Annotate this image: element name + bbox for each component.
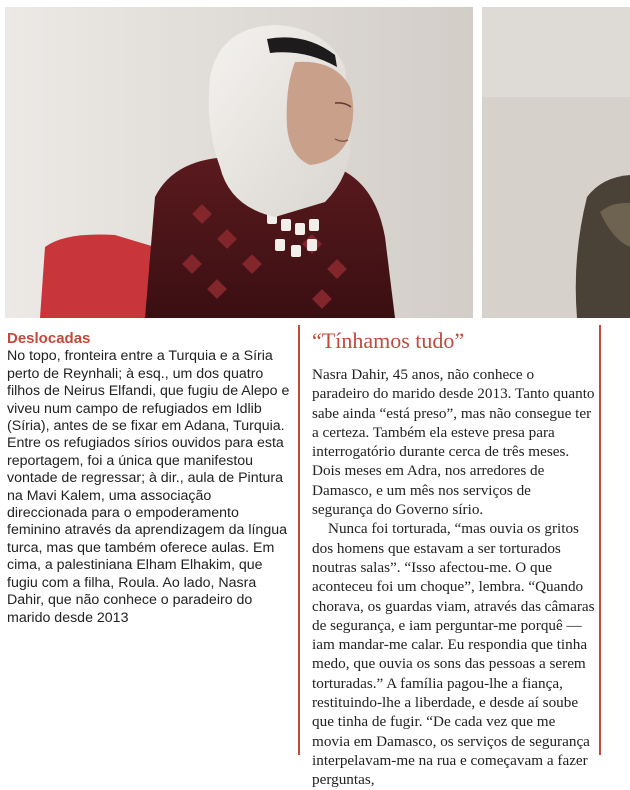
photo-caption	[7, 330, 292, 627]
article-title: “Tínhamos tudo”	[312, 328, 465, 353]
main-photo	[5, 7, 473, 318]
caption-body: No topo, fronteira entre a Turquia e a Síria perto de Reynhali; à esq., um dos quatro filhos de Neirus Elfandi, que fugiu de Alepo e viveu num campo de refugiados em Idlib (Síria), antes de se fixar em Adana, Turquia. Entre os refugiados sírios ouvidos para esta reportagem, foi a única que manifestou vontade de regressar; à dir., aula de Pintura na Mavi Kalem, uma associação direccionada para o empoderamento feminino através da aprendizagem da língua turca, mas que também oferece aulas. Em cima, a palestiniana Elham Elhakim, que fugiu com a filha, Roula. Ao lado, Nasra Dahir, que não conhece o paradeiro do marido desde 2013	[7, 348, 290, 626]
caption-heading: Deslocadas	[7, 330, 91, 347]
side-photo	[482, 7, 630, 318]
article-sidebar	[298, 325, 601, 789]
partial-person-illustration	[482, 7, 630, 318]
article-paragraph: Nunca foi torturada, “mas ouvia os gritos dos homens que estavam a ser torturados noutras salas”. “Isso afectou-me. O que aconteceu foi um choque”, lembra. “Quando chorava, os guardas viam, através das câmaras de segurança, e iam perguntar-me porquê — iam mandar-me calar. Eu respondia que tinha medo, que ouvia os sons das pessoas a serem torturadas.” A família pagou-lhe a fiança, restituindo-lhe a liberdade, e desde aí soube que tinha de fugir. “De cada vez que me movia em Damasco, os serviços de segurança interpelavam-me na rua e começavam a fazer perguntas,	[312, 520, 595, 789]
woman-in-headscarf-illustration	[5, 7, 473, 318]
article-content	[312, 328, 595, 790]
article-paragraph: Nasra Dahir, 45 anos, não conhece o paradeiro do marido desde 2013. Tanto quanto sabe ainda “está preso”, mas não consegue ter a certeza. Também ela esteve presa para interrogatório durante cerca de três meses. Dois meses em Adra, nos arredores de Damasco, e um mês nos serviços de segurança do Governo sírio.	[312, 366, 595, 519]
